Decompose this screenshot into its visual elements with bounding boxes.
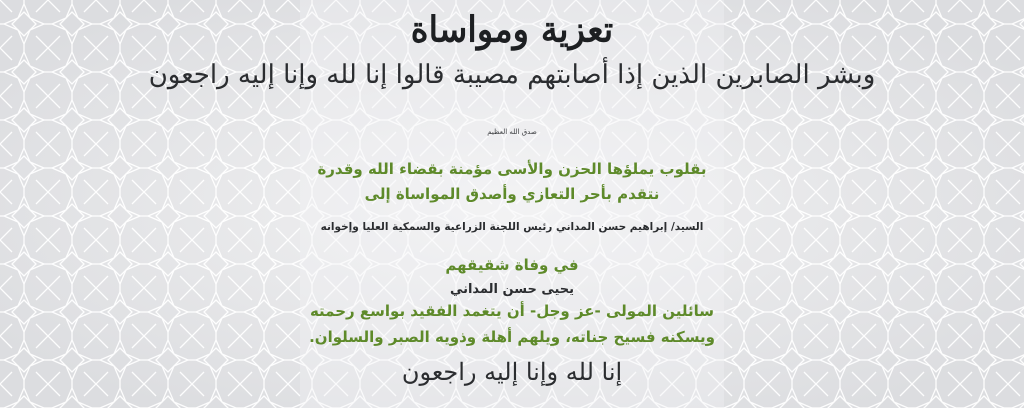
recipient-line: السيد/ إبراهيم حسن المداني رئيس اللجنة الزراعية والسمكية العليا وإخوانه [320, 221, 704, 233]
deceased-name: يحيى حسن المداني [449, 282, 575, 297]
closing-calligraphy: إنا لله وإنا إليه راجعون [401, 358, 623, 386]
prayer-line-2: ويسكنه فسيح جناته، ويلهم أهلة وذويه الصبر والسلوان. [309, 328, 715, 346]
condolence-line-2: نتقدم بأحر التعازي وأصدق المواساة إلى [364, 185, 660, 203]
condolence-line-1: بقلوب يملؤها الحزن والأسى مؤمنة بقضاء الله وقدرة [317, 160, 707, 178]
prayer-line-1: سائلين المولى -عز وجل- أن يتغمد الفقيد بواسع رحمته [309, 302, 715, 320]
verse-note: صدق الله العظيم [487, 128, 537, 136]
condolence-title: تعزية ومواساة [410, 9, 614, 51]
condolence-line-3: في وفاة شقيقهم [445, 256, 579, 274]
quran-verse-calligraphy: وبشر الصابرين الذين إذا أصابتهم مصيبة قالوا إنا لله وإنا إليه راجعون [148, 60, 876, 90]
